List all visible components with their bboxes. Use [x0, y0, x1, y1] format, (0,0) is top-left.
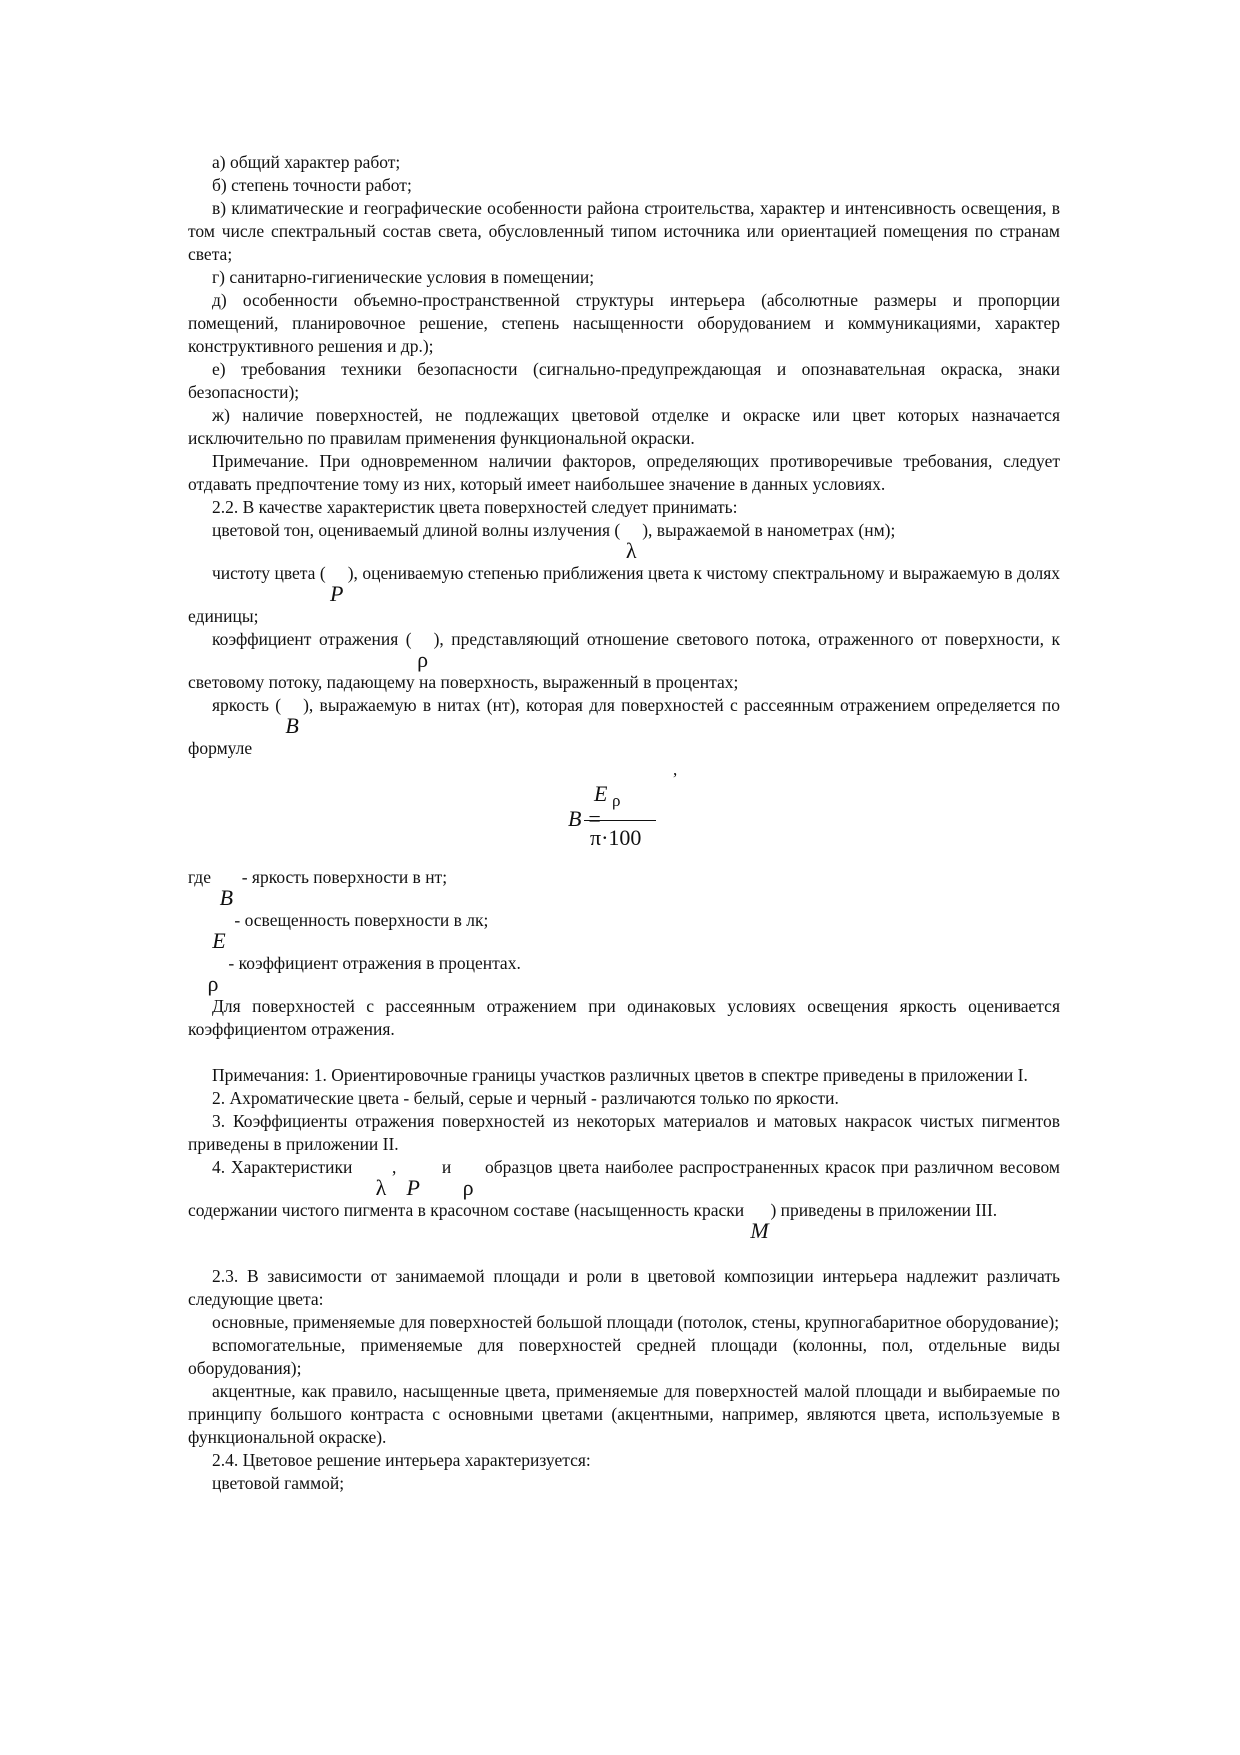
text: чистоту цвета ( — [212, 563, 326, 583]
list-item: вспомогательные, применяемые для поверхностей средней площади (колонны, пол, отдельные виды оборудования); — [188, 1335, 1060, 1378]
p-symbol: P — [329, 581, 344, 606]
where-e — [188, 909, 1060, 952]
rho-symbol: ρ — [462, 1175, 474, 1200]
formula-numerator-rho: ρ — [612, 791, 621, 810]
list-item: д) особенности объемно-пространственной структуры интерьера (абсолютные размеры и пропорции помещений, планировочное решение, степень насыщенности оборудованием и коммуникациями, характер конструктивного решения и др.); — [188, 290, 1060, 356]
text: где — [188, 867, 211, 887]
characteristic-purity — [188, 562, 1060, 628]
section-heading-2-2: 2.2. В качестве характеристик цвета поверхностей следует принимать: — [212, 497, 738, 517]
note-4 — [188, 1156, 1060, 1242]
fraction-bar — [584, 820, 656, 821]
list-item: а) общий характер работ; — [212, 152, 401, 172]
text: 4. Характеристики — [212, 1157, 353, 1177]
list-item: б) степень точности работ; — [212, 175, 412, 195]
section-2-4: 2.4. Цветовое решение интерьера характеризуется: — [212, 1450, 591, 1470]
diffuse-paragraph: Для поверхностей с рассеянным отражением при одинаковых условиях освещения яркость оценивается коэффициентом отражения. — [188, 996, 1060, 1039]
lambda-symbol: λ — [375, 1175, 387, 1200]
text: образцов цвета наиболее распространенных красок при различном весовом содержании чистого пигмента в красочном составе (насыщенность краски — [188, 1157, 1061, 1220]
formula-denominator: π·100 — [590, 825, 642, 850]
note-paragraph: Примечание. При одновременном наличии факторов, определяющих противоречивые требования, следует отдавать предпочтение тому из них, который имеет наибольшее значение в данных условиях. — [188, 451, 1060, 494]
formula-lhs: B = — [568, 806, 602, 831]
text: коэффициент отражения ( — [212, 629, 412, 649]
formula-numerator: E — [594, 781, 608, 806]
m-symbol: M — [750, 1218, 769, 1243]
list-item: основные, применяемые для поверхностей большой площади (потолок, стены, крупногабаритное оборудование); — [212, 1312, 1060, 1332]
note-1: Примечания: 1. Ориентировочные границы участков различных цветов в спектре приведены в приложении I. — [212, 1065, 1028, 1085]
characteristic-reflectance — [188, 628, 1060, 694]
text: - освещенность поверхности в лк; — [234, 910, 489, 930]
list-item: в) климатические и географические особенности района строительства, характер и интенсивность освещения, в том числе спектральный состав света, обусловленный типом источника или ориентацией помещения по странам света; — [188, 198, 1060, 264]
rho-symbol: ρ — [207, 971, 219, 996]
text: цветовой тон, оцениваемый длиной волны излучения ( — [212, 520, 621, 540]
characteristic-hue — [188, 519, 1060, 562]
lambda-symbol: λ — [625, 538, 637, 563]
luminance-formula — [188, 760, 1060, 864]
where-rho — [188, 952, 1060, 995]
list-item: цветовой гаммой; — [212, 1473, 345, 1493]
text: и — [441, 1157, 452, 1177]
list-item: ж) наличие поверхностей, не подлежащих цветовой отделке и окраске или цвет которых назначается исключительно по правилам применения функциональной окраски. — [188, 405, 1060, 448]
text: , — [392, 1157, 397, 1177]
b-symbol: B — [219, 885, 234, 910]
text: ), выражаемой в нанометрах (нм); — [642, 520, 896, 540]
list-item: е) требования техники безопасности (сигнально-предупреждающая и опознавательная окраска, знаки безопасности); — [188, 359, 1060, 402]
text: - коэффициент отражения в процентах. — [228, 953, 521, 973]
text: яркость ( — [212, 695, 282, 715]
document-page — [188, 151, 1060, 1495]
where-b — [188, 866, 1060, 909]
list-item: акцентные, как правило, насыщенные цвета, применяемые для поверхностей малой площади и выбираемые по принципу большого контраста с основными цветами (акцентными, например, являются цвета, используемые в функциональной окраске). — [188, 1381, 1060, 1447]
text: ), оцениваемую степенью приближения цвета к чистому спектральному и выражаемую в долях единицы; — [188, 563, 1060, 626]
note-2: 2. Ахроматические цвета - белый, серые и черный - различаются только по яркости. — [212, 1088, 839, 1108]
rho-symbol: ρ — [417, 647, 429, 672]
note-3: 3. Коэффициенты отражения поверхностей из некоторых материалов и матовых накрасок чистых пигментов приведены в приложении II. — [188, 1111, 1060, 1154]
e-symbol: E — [212, 928, 226, 953]
text: ), выражаемую в нитах (нт), которая для поверхностей с рассеянным отражением определяется по формуле — [188, 695, 1060, 758]
characteristic-luminance — [188, 694, 1060, 760]
text: ) приведены в приложении III. — [770, 1200, 998, 1220]
text: ), представляющий отношение светового потока, отраженного от поверхности, к световому потоку, падающему на поверхность, выраженный в процентах; — [188, 629, 1060, 692]
p-symbol: P — [406, 1175, 420, 1200]
b-symbol: B — [285, 713, 299, 738]
formula-comma: , — [673, 760, 678, 779]
list-item: г) санитарно-гигиенические условия в помещении; — [212, 267, 595, 287]
text: - яркость поверхности в нт; — [241, 867, 448, 887]
section-2-3: 2.3. В зависимости от занимаемой площади и роли в цветовой композиции интерьера надлежит различать следующие цвета: — [188, 1266, 1060, 1309]
